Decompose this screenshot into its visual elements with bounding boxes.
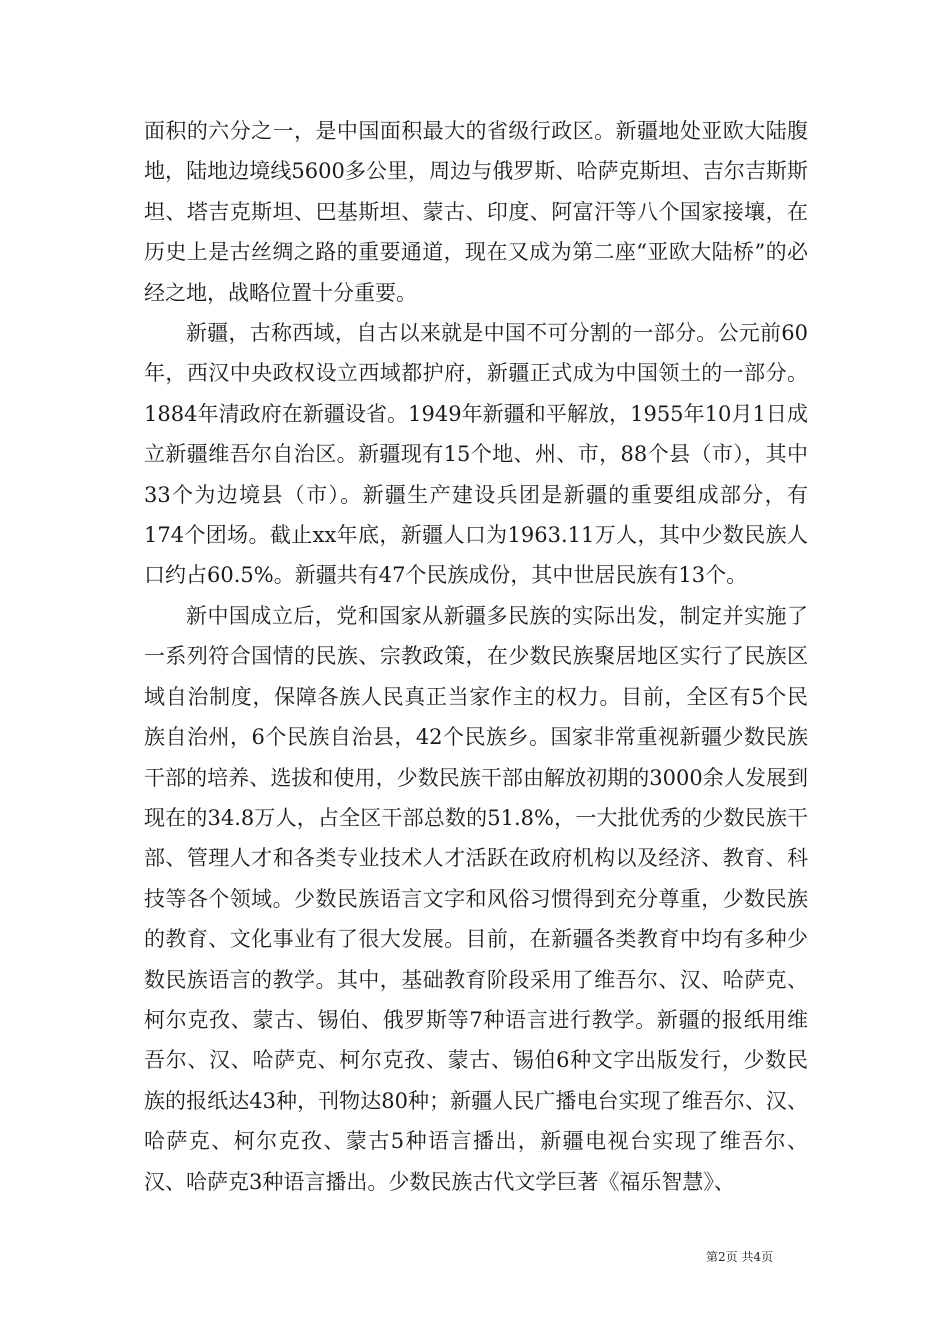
page-number: 第2页 共4页	[706, 1250, 774, 1264]
document-body	[144, 111, 808, 1202]
paragraph-2: 新疆，古称西域，自古以来就是中国不可分割的一部分。公元前60年，西汉中央政权设立西域都护府，新疆正式成为中国领土的一部分。1884年清政府在新疆设省。1949年新疆和平解放，1955年10月1日成立新疆维吾尔自治区。新疆现有15个地、州、市，88个县（市），其中33个为边境县（市）。新疆生产建设兵团是新疆的重要组成部分，有174个团场。截止xx年底，新疆人口为1963.11万人，其中少数民族人口约占60.5%。新疆共有47个民族成份，其中世居民族有13个。	[144, 321, 808, 588]
paragraph-3: 新中国成立后，党和国家从新疆多民族的实际出发，制定并实施了一系列符合国情的民族、宗教政策，在少数民族聚居地区实行了民族区域自治制度，保障各族人民真正当家作主的权力。目前，全区有5个民族自治州，6个民族自治县，42个民族乡。国家非常重视新疆少数民族干部的培养、选拔和使用，少数民族干部由解放初期的3000余人发展到现在的34.8万人，占全区干部总数的51.8%，一大批优秀的少数民族干部、管理人才和各类专业技术人才活跃在政府机构以及经济、教育、科技等各个领域。少数民族语言文字和风俗习惯得到充分尊重，少数民族的教育、文化事业有了很大发展。目前，在新疆各类教育中均有多种少数民族语言的教学。其中，基础教育阶段采用了维吾尔、汉、哈萨克、柯尔克孜、蒙古、锡伯、俄罗斯等7种语言进行教学。新疆的报纸用维吾尔、汉、哈萨克、柯尔克孜、蒙古、锡伯6种文字出版发行，少数民族的报纸达43种，刊物达80种；新疆人民广播电台实现了维吾尔、汉、哈萨克、柯尔克孜、蒙古5种语言播出，新疆电视台实现了维吾尔、汉、哈萨克3种语言播出。少数民族古代文学巨著《福乐智慧》、	[144, 603, 808, 1194]
paragraph-1: 面积的六分之一，是中国面积最大的省级行政区。新疆地处亚欧大陆腹地，陆地边境线5600多公里，周边与俄罗斯、哈萨克斯坦、吉尔吉斯斯坦、塔吉克斯坦、巴基斯坦、蒙古、印度、阿富汗等八个国家接壤，在历史上是古丝绸之路的重要通道，现在又成为第二座“亚欧大陆桥”的必经之地，战略位置十分重要。	[144, 119, 808, 305]
